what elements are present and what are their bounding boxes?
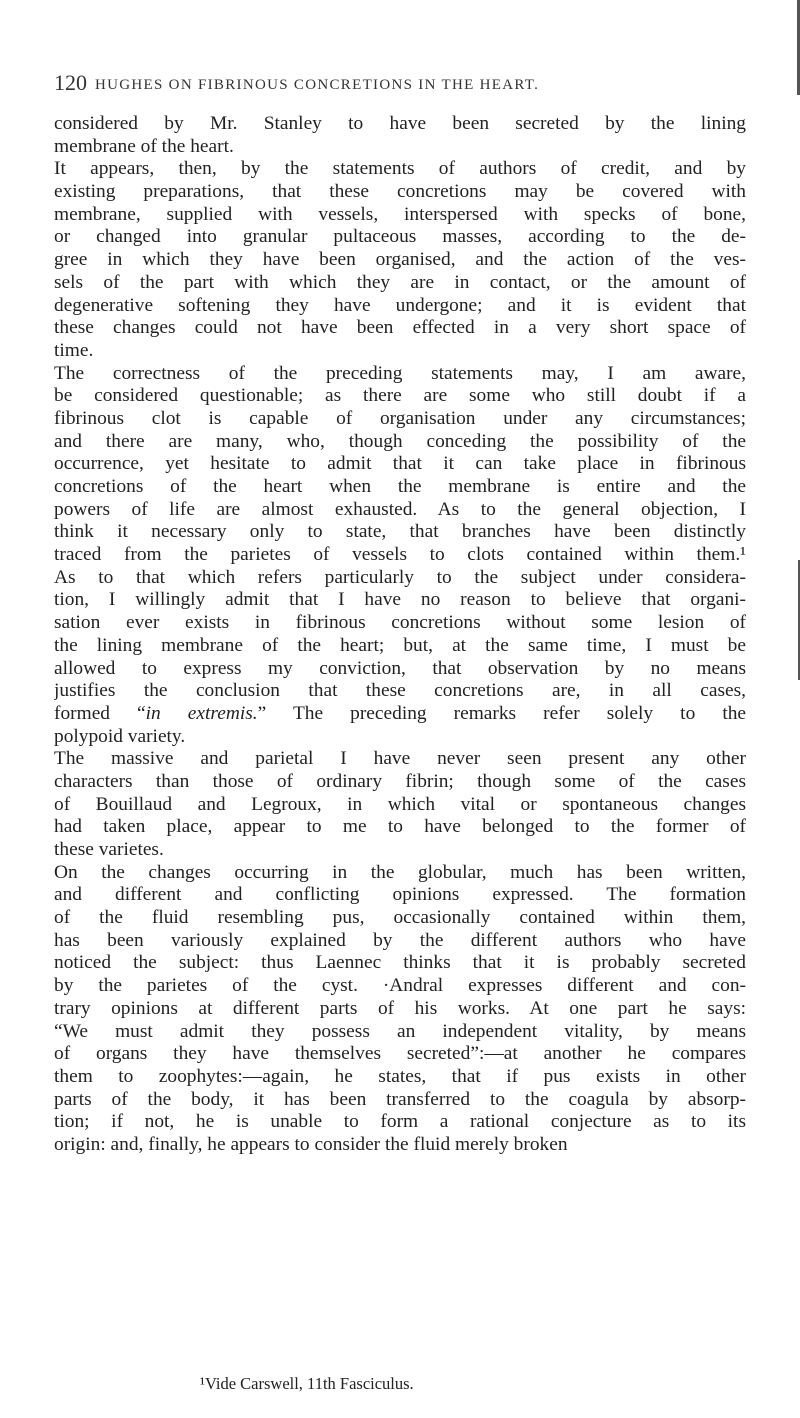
paragraph xyxy=(54,363,746,749)
text-line: the lining membrane of the heart; but, at the same time, I must be xyxy=(54,634,746,656)
text-line: these varietes. xyxy=(54,839,164,860)
footnote: ¹Vide Carswell, 11th Fasciculus. xyxy=(200,1374,414,1393)
text-line: polypoid variety. xyxy=(54,725,186,747)
text-line: The correctness of the preceding statements may, I am aware, xyxy=(54,362,746,384)
text-line: or changed into granular pultaceous masses, according to the de- xyxy=(54,226,746,248)
text-line: considered by Mr. Stanley to have been secreted by the lining xyxy=(54,113,746,134)
text-line: of Bouillaud and Legroux, in which vital or spontaneous changes xyxy=(54,793,746,815)
text-line: characters than those of ordinary fibrin; though some of the cases xyxy=(54,770,746,792)
text-line: The massive and parietal I have never seen present any other xyxy=(54,748,746,770)
running-header xyxy=(54,70,744,96)
paragraph xyxy=(54,748,746,861)
body-text xyxy=(54,113,746,1157)
paragraph xyxy=(54,113,746,158)
text-line: parts of the body, it has been transferred to the coagula by absorp- xyxy=(54,1088,746,1110)
text-line: As to that which refers particularly to the subject under considera- xyxy=(54,566,746,588)
text-line: trary opinions at different parts of his works. At one part he says: xyxy=(54,997,746,1019)
text-line: It appears, then, by the statements of authors of credit, and by xyxy=(54,158,746,180)
text-line: degenerative softening they have undergone; and it is evident that xyxy=(54,294,746,316)
text-line: powers of life are almost exhausted. As to the general objection, I xyxy=(54,498,746,520)
running-title: HUGHES ON FIBRINOUS CONCRETIONS IN THE HEART. xyxy=(95,77,540,93)
text-line: concretions of the heart when the membrane is entire and the xyxy=(54,476,746,497)
text-line: these changes could not have been effected in a very short space of xyxy=(54,317,746,339)
paragraph xyxy=(54,862,746,1157)
text-line: justifies the conclusion that these concretions are, in all cases, xyxy=(54,680,746,702)
italic-phrase: in extremis. xyxy=(145,702,258,724)
text-line: and different and conflicting opinions expressed. The formation xyxy=(54,884,746,906)
text-line: be considered questionable; as there are some who still doubt if a xyxy=(54,385,746,407)
text-line: “We must admit they possess an independent vitality, by means xyxy=(54,1020,746,1042)
text-line: origin: and, finally, he appears to consider the fluid merely broken xyxy=(54,1133,568,1155)
text-line: by the parietes of the cyst. ·Andral expresses different and con- xyxy=(54,975,746,997)
text-line: tion; if not, he is unable to form a rational conjecture as to its xyxy=(54,1111,746,1133)
text-line: tion, I willingly admit that I have no reason to believe that organi- xyxy=(54,589,746,611)
page-number: 120 xyxy=(54,70,87,95)
text-line: traced from the parietes of vessels to clots contained within them.¹ xyxy=(54,544,746,566)
text-line: existing preparations, that these concretions may be covered with xyxy=(54,181,746,203)
text-line: sation ever exists in fibrinous concretions without some lesion of xyxy=(54,612,746,634)
text-line: them to zoophytes:—again, he states, that if pus exists in other xyxy=(54,1065,746,1087)
text-line: allowed to express my conviction, that observation by no means xyxy=(54,657,746,679)
text-line: membrane, supplied with vessels, interspersed with specks of bone, xyxy=(54,203,746,225)
paragraph xyxy=(54,158,746,362)
text-line: sels of the part with which they are in contact, or the amount of xyxy=(54,271,746,293)
text-line: occurrence, yet hesitate to admit that it can take place in fibrinous xyxy=(54,453,746,475)
text-line: time. xyxy=(54,339,94,361)
text-line: had taken place, appear to me to have belonged to the former of xyxy=(54,816,746,838)
text-line: has been variously explained by the different authors who have xyxy=(54,929,746,951)
text-line: gree in which they have been organised, and the action of the ves- xyxy=(54,249,746,271)
text-line: formed “in extremis.” The preceding remarks refer solely to the xyxy=(54,702,746,724)
text-line: of the fluid resembling pus, occasionally contained within them, xyxy=(54,907,746,929)
text-line: On the changes occurring in the globular, much has been written, xyxy=(54,861,746,883)
text-line: fibrinous clot is capable of organisation under any circumstances; xyxy=(54,407,746,429)
text-line: and there are many, who, though conceding the possibility of the xyxy=(54,430,746,452)
text-line: noticed the subject: thus Laennec thinks that it is probably secreted xyxy=(54,952,746,974)
text-line: think it necessary only to state, that branches have been distinctly xyxy=(54,521,746,543)
text-line: of organs they have themselves secreted”:—at another he compares xyxy=(54,1043,746,1065)
text-line: membrane of the heart. xyxy=(54,135,234,157)
